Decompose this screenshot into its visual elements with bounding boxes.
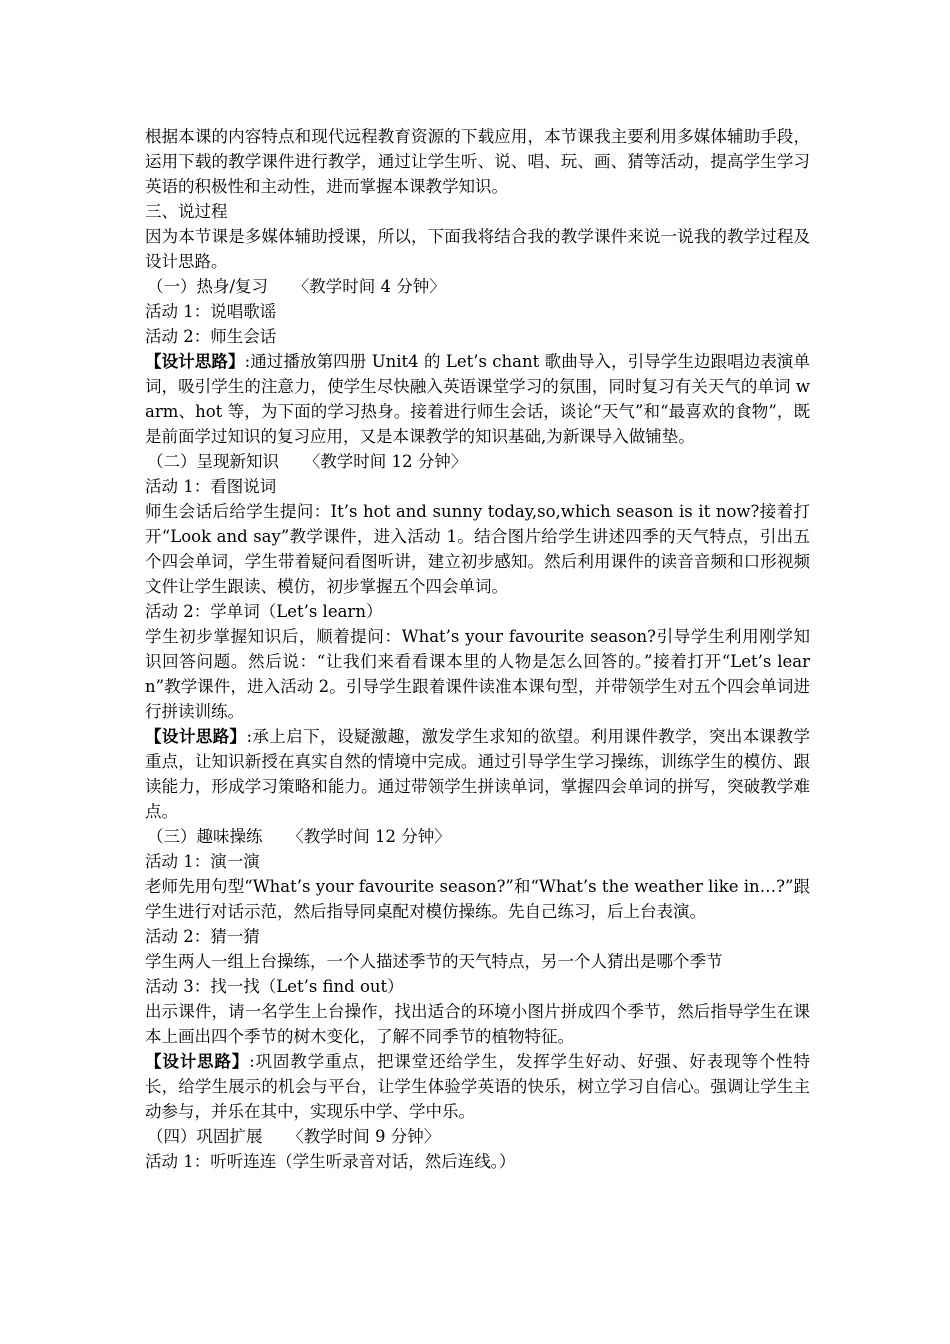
step3-activity1-text: 老师先用句型“What’s your favourite season?”和“What’s the weather like in…?”跟学生进行对话示范，然后指导同桌配对模仿操练。先自己练习，后上台表演。 [145,877,810,921]
step3-heading: （三）趣味操练 〈教学时间 12 分钟〉 [147,827,451,846]
design-text: :通过播放第四册 Unit4 的 Let’s chant 歌曲导入，引导学生边跟唱边表演单词，吸引学生的注意力，使学生尽快融入英语课堂学习的氛围，同时复习有关天气的单词 warm、hot 等，为下面的学习热身。接着进行师生会话，谈论“天气”和“最喜欢的食物”，既是前面学过知识的复习应用，又是本课教学的知识基础,为新课导入做铺垫。 [145,352,811,446]
step2-activity2: 活动 2：学单词（Let’s learn） [145,602,383,621]
section-heading-process: 三、说过程 [145,202,228,221]
step1-activity2: 活动 2：师生会话 [145,327,277,346]
step3-activity3: 活动 3：找一找（Let’s find out） [145,977,404,996]
document-page [145,124,810,1174]
process-intro-paragraph: 因为本节课是多媒体辅助授课，所以，下面我将结合我的教学课件来说一说我的教学过程及设计思路。 [145,227,810,271]
design-text: :巩固教学重点，把课堂还给学生，发挥学生好动、好强、好表现等个性特长，给学生展示的机会与平台，让学生体验学英语的快乐，树立学习自信心。强调让学生主动参与，并乐在其中，实现乐中学、学中乐。 [145,1052,810,1121]
step3-activity2: 活动 2：猜一猜 [145,927,260,946]
design-tag: 【设计思路】 [145,1052,250,1071]
intro-paragraph: 根据本课的内容特点和现代远程教育资源的下载应用，本节课我主要利用多媒体辅助手段，运用下载的教学课件进行教学，通过让学生听、说、唱、玩、画、猜等活动，提高学生学习英语的积极性和主动性，进而掌握本课教学知识。 [145,127,810,196]
step2-design-notes [145,724,810,824]
step2-activity1-text: 师生会话后给学生提问：It’s hot and sunny today,so,which season is it now?接着打开“Look and say”教学课件，进入活动 1。结合图片给学生讲述四季的天气特点，引出五个四会单词，学生带着疑问看图听讲，建立初步感知。然后利用课件的读音音频和口形视频文件让学生跟读、模仿，初步掌握五个四会单词。 [145,502,810,596]
step4-activity1: 活动 1：听听连连（学生听录音对话，然后连线。） [145,1152,516,1171]
step4-heading: （四）巩固扩展 〈教学时间 9 分钟〉 [147,1127,441,1146]
step2-heading: （二）呈现新知识 〈教学时间 12 分钟〉 [147,452,468,471]
step3-activity1: 活动 1：演一演 [145,852,260,871]
step3-activity3-text: 出示课件，请一名学生上台操作，找出适合的环境小图片拼成四个季节，然后指导学生在课本上画出四个季节的树木变化，了解不同季节的植物特征。 [145,1002,810,1046]
step3-design-notes [145,1049,810,1124]
step1-activity1: 活动 1：说唱歌谣 [145,302,277,321]
step1-heading: （一）热身/复习 〈教学时间 4 分钟〉 [147,277,446,296]
design-text: :承上启下，设疑激趣，激发学生求知的欲望。利用课件教学，突出本课教学重点，让知识新授在真实自然的情境中完成。通过引导学生学习操练，训练学生的模仿、跟读能力，形成学习策略和能力。通过带领学生拼读单词，掌握四会单词的拼写，突破教学难点。 [145,727,810,821]
step1-design-notes [145,349,810,449]
step2-activity2-text: 学生初步掌握知识后，顺着提问：What’s your favourite season?引导学生利用刚学知识回答问题。然后说：“让我们来看看课本里的人物是怎么回答的。”接着打开“Let’s learn”教学课件，进入活动 2。引导学生跟着课件读准本课句型，并带领学生对五个四会单词进行拼读训练。 [145,627,810,721]
design-tag: 【设计思路】 [145,352,245,371]
step3-activity2-text: 学生两人一组上台操练，一个人描述季节的天气特点，另一个人猜出是哪个季节 [145,952,723,971]
step2-activity1: 活动 1：看图说词 [145,477,277,496]
design-tag: 【设计思路】 [145,727,247,746]
